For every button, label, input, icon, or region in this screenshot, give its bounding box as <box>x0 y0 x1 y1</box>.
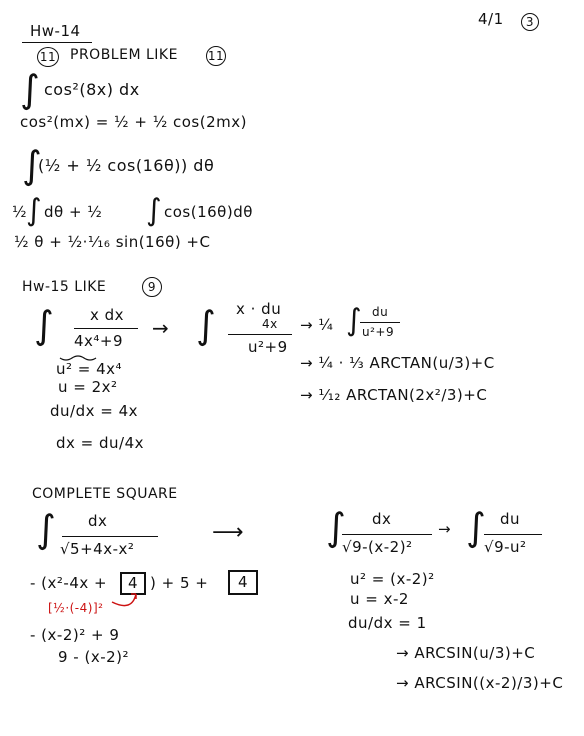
frac2-num-sub: 4x <box>262 317 278 331</box>
result1-coef: → ¼ <box>300 316 334 334</box>
cs-line1a: - (x²-4x + <box>30 574 108 592</box>
integral-sign: ∫ <box>196 303 217 347</box>
result3: → ¹⁄₁₂ ARCTAN(2x²/3)+C <box>300 386 488 404</box>
cs-box1: 4 <box>120 572 146 595</box>
red-arrow <box>112 594 136 606</box>
integral-sign: ∫ <box>146 193 163 228</box>
right-frac-den: √9-u² <box>484 538 527 556</box>
integrand-line1: cos²(8x) dx <box>44 80 140 99</box>
frac2-den: u²+9 <box>248 338 288 356</box>
right-frac-den-text: 9-u² <box>494 538 527 556</box>
page-number: 3 <box>521 13 539 31</box>
integral-sign: ∫ <box>466 505 487 549</box>
sub3: du/dx = 4x <box>50 402 139 420</box>
result1-num: du <box>372 305 389 319</box>
sub4: dx = du/4x <box>56 434 145 452</box>
frac1-den: 4x⁴+9 <box>74 332 124 350</box>
integral-sign: ∫ <box>36 507 57 551</box>
hw15-ref: 9 <box>142 277 162 297</box>
right-frac-num: du <box>500 510 521 528</box>
mid-frac-den-text: 9-(x-2)² <box>352 538 413 556</box>
final1: → ARCSIN(u/3)+C <box>396 644 536 662</box>
u-sub3: du/dx = 1 <box>348 614 427 632</box>
red-arrowhead <box>131 594 136 599</box>
arrow2: → <box>438 520 452 538</box>
sub1: u² = 4x⁴ <box>56 360 123 378</box>
c-frac-num: dx <box>88 512 108 530</box>
mid-frac-den: √9-(x-2)² <box>342 538 413 556</box>
integral-sign: ∫ <box>20 67 41 111</box>
wavy-underline <box>60 356 96 360</box>
cs-line2: - (x-2)² + 9 <box>30 626 120 644</box>
line4-end: cos(16θ)dθ <box>164 203 253 221</box>
integral-sign: ∫ <box>346 303 363 338</box>
frac1-num: x dx <box>90 306 125 324</box>
integral-sign: ∫ <box>34 303 55 347</box>
problem-title: PROBLEM LIKE <box>70 47 178 63</box>
problem-ref: 11 <box>206 46 226 66</box>
line4-coef: ½ <box>12 203 28 221</box>
u-sub1: u² = (x-2)² <box>350 570 435 588</box>
frac2-num: x · du <box>236 300 282 318</box>
red-note: [½·(-4)]² <box>48 601 104 615</box>
long-arrow: ⟶ <box>212 520 245 545</box>
cs-line3: 9 - (x-2)² <box>58 648 130 666</box>
date: 4/1 <box>478 10 504 28</box>
integral-sign: ∫ <box>22 143 43 187</box>
identity-line: cos²(mx) = ½ + ½ cos(2mx) <box>20 113 247 131</box>
complete-square-title: COMPLETE SQUARE <box>32 486 178 502</box>
final2: → ARCSIN((x-2)/3)+C <box>396 674 564 692</box>
cs-line1b: ) + 5 + <box>150 574 209 592</box>
mid-frac-num: dx <box>372 510 392 528</box>
u-sub2: u = x-2 <box>350 590 409 608</box>
hw15-title: Hw-15 LIKE <box>22 279 107 295</box>
integrand-line3: (½ + ½ cos(16θ)) dθ <box>38 156 215 175</box>
line4-mid: dθ + ½ <box>44 203 103 221</box>
result1-den: u²+9 <box>362 325 395 339</box>
sub2: u = 2x² <box>58 378 118 396</box>
integral-sign: ∫ <box>326 505 347 549</box>
result2: → ¼ · ⅓ ARCTAN(u/3)+C <box>300 354 495 372</box>
line5: ½ θ + ½·¹⁄₁₆ sin(16θ) +C <box>14 233 211 251</box>
problem-number: 11 <box>37 47 59 67</box>
arrow: → <box>152 316 170 340</box>
cs-box2: 4 <box>228 570 258 595</box>
hw14-heading: Hw-14 <box>30 22 81 40</box>
integral-sign: ∫ <box>26 193 43 228</box>
c-frac-den: √5+4x-x² <box>60 540 135 558</box>
